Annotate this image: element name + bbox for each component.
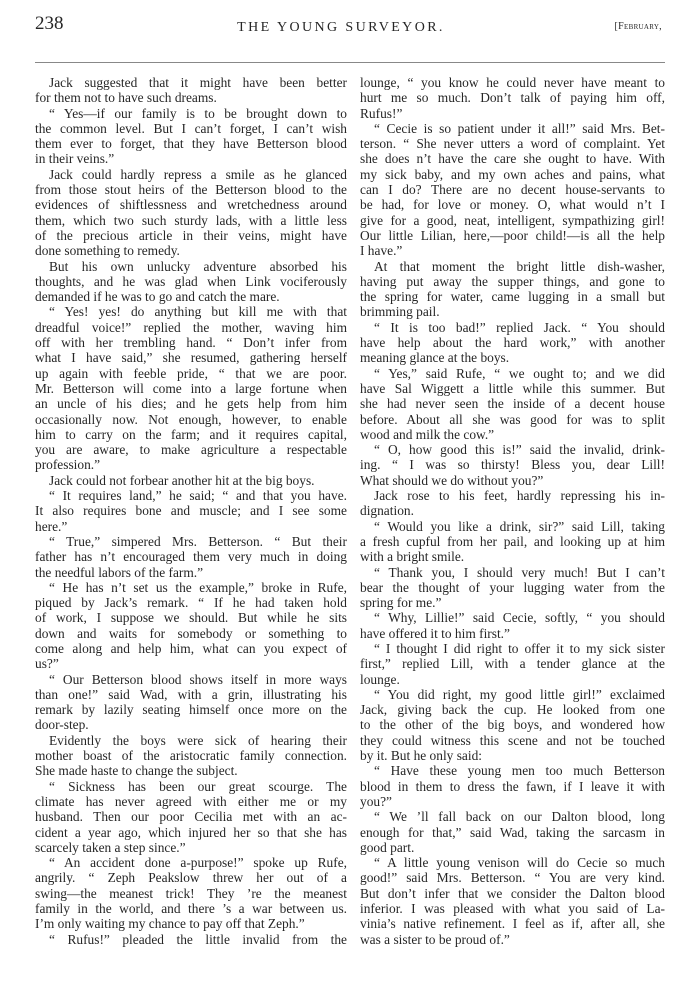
paragraph [35, 534, 347, 580]
text-line: cident a year ago, which injured her so that she has [35, 824, 347, 840]
text-line: angrily. “ Zeph Peakslow threw her out of a [35, 870, 347, 886]
right-column [360, 75, 665, 947]
text-line: blood in them to dress the fawn, if I leave it with [360, 778, 665, 794]
text-line: they could witness this scene and not be touched [360, 732, 665, 748]
text-line: a fresh cupful from her pail, and looking up at him [360, 533, 665, 549]
text-line: I’m only waiting my chance to pay off that Zeph.” [35, 916, 305, 932]
text-line: my sick baby, and my own aches and pains, what [360, 166, 665, 182]
text-line: from those stout heirs of the Betterson blood to the [35, 182, 347, 198]
text-line: She made haste to change the subject. [35, 763, 238, 779]
text-line: Our little Lilian, here,—poor child!—is all the help [360, 227, 665, 243]
paragraph [35, 488, 347, 534]
text-line: ing. “ I was so thirsty! Bless you, dear Lill! [360, 457, 665, 473]
text-line: was a sister to be proud of.” [360, 931, 510, 947]
text-line: Jack suggested that it might have been better [49, 75, 347, 90]
text-line: “ True,” simpered Mrs. Betterson. “ But their [49, 533, 347, 549]
text-line: Jack, giving back the cup. He looked from one [360, 702, 665, 718]
running-title: THE YOUNG SURVEYOR. [237, 20, 445, 35]
text-line: before. About all she was good for was to split [360, 411, 665, 427]
text-line: have help about the hard work,” with another [360, 335, 665, 351]
text-line: terson. “ She never utters a word of complaint. Yet [360, 136, 665, 152]
text-line: “ He has n’t set us the example,” broke in Rufe, [49, 579, 347, 595]
text-line: the needful labors of the farm.” [35, 564, 204, 580]
text-line: wood and milk the cow.” [360, 426, 495, 442]
paragraph [35, 855, 347, 931]
paragraph [35, 167, 347, 259]
paragraph [35, 672, 347, 733]
text-line: the spring for water, came lugging in a small but [360, 289, 665, 305]
text-line: Mr. Betterson will come into a large fortune when [35, 380, 347, 396]
text-line: of the precious article in their veins, might have [35, 227, 347, 243]
paragraph [35, 779, 347, 855]
text-line: “ Sickness has been our great scourge. The [49, 778, 347, 794]
header-rule [35, 62, 665, 63]
text-line: “ An accident done a-purpose!” spoke up Rufe, [49, 855, 347, 871]
text-line: inferior. I was pleased with what you said of La- [360, 901, 665, 917]
paragraph [35, 259, 347, 305]
paragraph [360, 610, 665, 641]
text-line: with a bright smile. [360, 549, 465, 565]
text-line: bear the thought of your lugging water from the [360, 579, 665, 595]
text-line: good part. [360, 839, 415, 855]
text-line: Jack could not forbear another hit at the big boys. [49, 472, 315, 488]
text-line: climate has never agreed with either me or my [35, 793, 347, 809]
text-line: “ I thought I did right to offer it to my sick sister [374, 640, 665, 656]
paragraph [360, 259, 665, 320]
paragraph [360, 442, 665, 488]
text-line: “ Yes—if our family is to be brought down to [49, 105, 347, 121]
running-month: [February, [614, 21, 662, 32]
text-line: Jack could hardly repress a smile as he glanced [49, 166, 347, 182]
text-line: profession.” [35, 457, 101, 473]
text-line: “ It is too bad!” replied Jack. “ You should [374, 319, 665, 335]
text-line: off with her trembling hand. “ Don’t infer from [35, 335, 347, 351]
text-line: I have.” [360, 243, 403, 259]
text-line: evidences of shiftlessness and wretchedness around [35, 197, 347, 213]
text-line: It also requires bone and muscle; and I see some [35, 503, 347, 519]
text-line: him to carry on the farm; and it requires capital, [35, 426, 347, 442]
text-line: you are aware, to make agriculture a respectable [35, 442, 347, 458]
text-line: “ Thank you, I should very much! But I can’t [374, 564, 665, 580]
text-line: to the other of the big boys, and wondered how [360, 717, 665, 733]
paragraph [360, 641, 665, 687]
text-line: them, which two such sturdy lads, with a little less [35, 212, 347, 228]
text-line: “ It requires land,” he said; “ and that you have. [49, 488, 347, 504]
text-line: done something to remedy. [35, 243, 180, 259]
paragraph [35, 733, 347, 779]
paragraph [35, 473, 347, 488]
text-line: good!” said Mrs. Betterson. “ You are very kind. [360, 870, 665, 886]
text-line: occasionally now. Not enough, however, to enable [35, 411, 347, 427]
paragraph [360, 366, 665, 442]
text-line: she had never seen the inside of a decent house [360, 396, 665, 412]
paragraph [360, 809, 665, 855]
text-line: you?” [360, 793, 392, 809]
text-line: “ Why, Lillie!” said Cecie, softly, “ you should [374, 610, 665, 626]
text-line: “ You did right, my good little girl!” exclaimed [374, 686, 665, 702]
text-line: “ Have these young men too much Betterson [374, 763, 665, 779]
text-line: “ Our Betterson blood shows itself in more ways [49, 671, 347, 687]
paragraph [360, 488, 665, 519]
text-line: dignation. [360, 503, 414, 519]
text-line: “ Yes! yes! do anything but kill me with that [49, 304, 347, 320]
text-line: Jack rose to his feet, hardly repressing his in- [374, 488, 665, 504]
text-line: swing—the meanest trick! They ’re the meanest [35, 885, 347, 901]
paragraph [360, 687, 665, 763]
text-line: dreadful voice!” replied the mother, waving him [35, 319, 347, 335]
text-line: us?” [35, 656, 59, 672]
text-line: down and waits for somebody or something to [35, 625, 347, 641]
paragraph [35, 304, 347, 472]
paragraph [360, 75, 665, 121]
text-line: scarcely taken a step since.” [35, 839, 186, 855]
text-line: “ Yes,” said Rufe, “ we ought to; and we did [374, 365, 665, 381]
text-line: But his own unlucky adventure absorbed his [49, 258, 347, 274]
text-line: door-step. [35, 717, 89, 733]
text-line: she does n’t have the care she ought to have. With [360, 151, 665, 167]
text-line: brimming pail. [360, 304, 440, 320]
text-line: “ A little young venison will do Cecie so much [374, 855, 665, 871]
text-line: remark by lazily seating himself once more on the [35, 702, 347, 718]
text-line: lounge, “ you know he could never have meant to [360, 75, 665, 90]
paragraph [360, 763, 665, 809]
text-line: them ever to forget, that they have Betterson blood [35, 136, 347, 152]
text-line: vinia’s native refinement. I feel as if, after all, she [360, 916, 665, 932]
text-line: Rufus!” [360, 105, 403, 121]
text-line: spring for me.” [360, 595, 442, 611]
paragraph [35, 106, 347, 167]
text-line: “ We ’ll fall back on our Dalton blood, long [374, 809, 665, 825]
paragraph [360, 320, 665, 366]
text-line: family in the world, and there ’s a war between us. [35, 901, 347, 917]
text-line: of work, I suppose we should. But while he sits [35, 610, 347, 626]
text-line: come along and help him, what can you expect of [35, 640, 347, 656]
text-line: up again with feeble pride, “ that we are poor. [35, 365, 347, 381]
text-line: mother boast of the aristocratic family connection. [35, 748, 347, 764]
text-line: What should we do without you?” [360, 472, 544, 488]
text-line: But don’t infer that we consider the Dalton blood [360, 885, 665, 901]
text-line: by it. But he only said: [360, 748, 482, 764]
text-line: an uncle of his dies; and he gets help from him [35, 396, 347, 412]
paragraph [35, 580, 347, 672]
text-line: the common level. But I can’t forget, I can’t wish [35, 120, 347, 136]
text-line: “ Would you like a drink, sir?” said Lill, taking [374, 518, 665, 534]
text-line: meaning glance at the boys. [360, 350, 510, 366]
text-line: give for a good, neat, intelligent, sympathizing girl! [360, 212, 665, 228]
text-line: be had, for love or money. O, what would n’t I [360, 197, 665, 213]
text-line: thoughts, and he was glad when Link vociferously [35, 273, 347, 289]
text-line: than one!” said Wad, with a grin, illustrating his [35, 686, 347, 702]
text-line: having put away the supper things, and gone to [360, 273, 665, 289]
text-line: first,” replied Lill, with a tender glance at the [360, 656, 665, 672]
text-line: demanded if he was to go and catch the mare. [35, 289, 280, 305]
paragraph [360, 121, 665, 259]
text-line: here.” [35, 518, 68, 534]
paragraph [360, 565, 665, 611]
text-line: “ Cecie is so patient under it all!” said Mrs. Bet- [374, 120, 665, 136]
text-line: have offered it to him first.” [360, 625, 510, 641]
text-line: Evidently the boys were sick of hearing their [49, 732, 347, 748]
text-line: piqued by Jack’s remark. “ If he had taken hold [35, 595, 347, 611]
paragraph [35, 932, 347, 947]
text-line: “ Rufus!” pleaded the little invalid from the [49, 931, 347, 947]
left-column [35, 75, 347, 947]
text-line: hurt me so much. Don’t talk of paying him off, [360, 90, 665, 106]
text-line: have Sal Wiggett a little while this summer. But [360, 380, 665, 396]
text-line: what I have said,” she resumed, gathering herself [35, 350, 347, 366]
paragraph [360, 855, 665, 947]
text-line: At that moment the bright little dish-washer, [374, 258, 665, 274]
text-line: father has n’t encouraged them very much in doing [35, 549, 347, 565]
text-line: lounge. [360, 671, 400, 687]
text-line: enough for that,” said Wad, taking the sarcasm in [360, 824, 665, 840]
paragraph [35, 75, 347, 106]
text-line: in their veins.” [35, 151, 115, 167]
paragraph [360, 519, 665, 565]
text-line: “ O, how good this is!” said the invalid, drink- [374, 442, 665, 458]
text-line: husband. Then our poor Cecilia met with an ac- [35, 809, 347, 825]
text-line: for them not to have such dreams. [35, 90, 217, 106]
text-line: can I do? There are no decent house-servants to [360, 182, 665, 198]
page-number: 238 [35, 13, 64, 34]
